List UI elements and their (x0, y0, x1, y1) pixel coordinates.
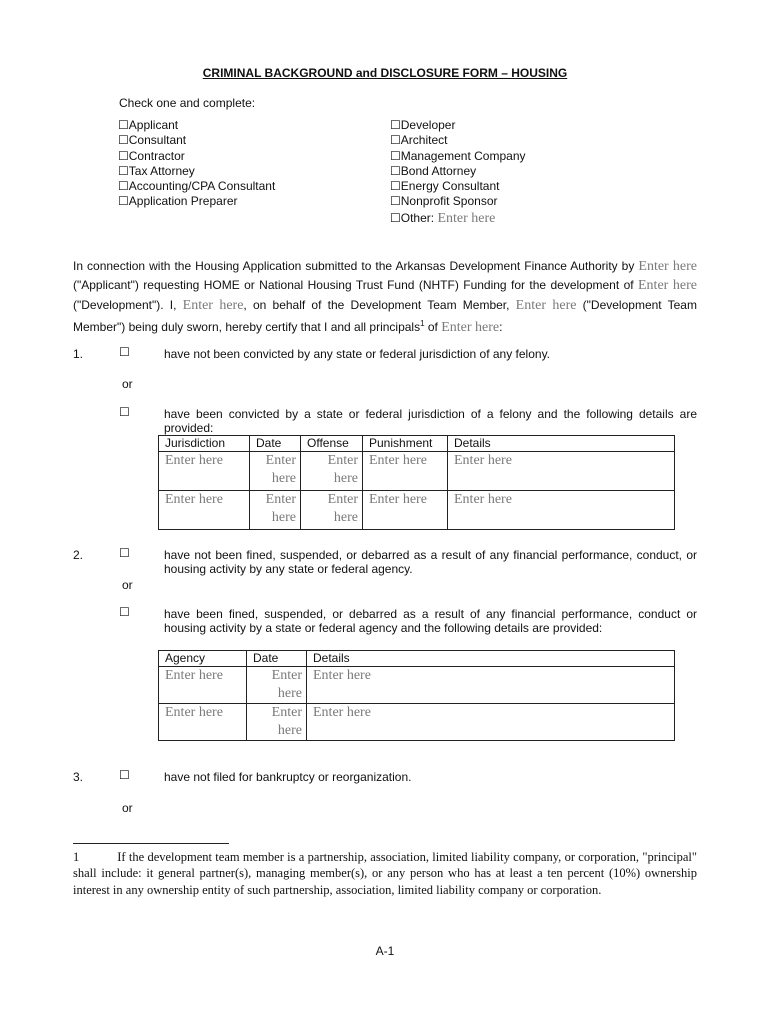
role-label: Energy Consultant (400, 179, 500, 194)
column-header: Date (247, 651, 307, 667)
column-header: Details (307, 651, 675, 667)
role-label: Tax Attorney (128, 163, 195, 178)
role-option[interactable] (390, 179, 526, 194)
footnote-text: If the development team member is a partnership, association, limited liability company, or corporation, "principal" shall include: it general partner(s), managing member(s), or any person who has at least a ten percent (10%) ownership interest in any ownership entity of such partnership, association, limited liability company or corporation. (73, 850, 697, 897)
jurisdiction-input[interactable]: Enter here (159, 452, 250, 491)
role-option[interactable] (118, 194, 275, 209)
role-option[interactable] (118, 164, 275, 179)
development-name-input[interactable]: Enter here (638, 278, 697, 294)
role-label: Nonprofit Sponsor (400, 194, 498, 209)
principal-entity-input[interactable]: Enter here (441, 320, 500, 336)
item-number: 3. (73, 770, 84, 784)
footnote-divider (73, 843, 229, 844)
checkbox[interactable]: ☐ (118, 194, 129, 209)
checkbox[interactable]: ☐ (390, 194, 401, 209)
role-option[interactable] (390, 149, 526, 164)
offense-input[interactable]: Enter here (301, 452, 363, 491)
role-option[interactable] (118, 179, 275, 194)
column-header: Jurisdiction (159, 436, 250, 452)
checkbox[interactable]: ☐ (118, 179, 129, 194)
or-label: or (122, 377, 133, 391)
checkbox[interactable]: ☐ (118, 118, 129, 132)
offense-input[interactable]: Enter here (301, 491, 363, 530)
footnote-number: 1 (73, 850, 80, 864)
punishment-input[interactable]: Enter here (363, 491, 448, 530)
table-row (159, 491, 675, 530)
item2-option-a-checkbox[interactable]: ☐ (119, 546, 130, 560)
item2-option-b-text: have been fined, suspended, or debarred as a result of any financial performance, conduct or housing activity by a state or federal agency and the following details are provided: (164, 607, 697, 635)
item3-option-a-checkbox[interactable]: ☐ (119, 768, 130, 782)
checkbox[interactable]: ☐ (118, 163, 129, 178)
details-input[interactable]: Enter here (307, 704, 675, 741)
table-row (159, 667, 675, 704)
footnote (73, 849, 697, 898)
role-label: Developer (400, 118, 456, 132)
checkbox[interactable]: ☐ (390, 210, 401, 225)
item3-option-a-text: have not filed for bankruptcy or reorganization. (164, 770, 412, 784)
role-option[interactable] (390, 133, 526, 148)
table-row (159, 704, 675, 741)
role-label: Consultant (128, 133, 187, 148)
role-option[interactable] (390, 164, 526, 179)
details-input[interactable]: Enter here (448, 452, 675, 491)
sanction-details-table (158, 650, 675, 741)
footnote-ref: 1 (420, 319, 425, 329)
item2-option-a-text: have not been fined, suspended, or debarred as a result of any financial performance, conduct, or housing activity by any state or federal agency. (164, 548, 697, 576)
role-option[interactable] (118, 149, 275, 164)
column-header: Offense (301, 436, 363, 452)
agency-input[interactable]: Enter here (159, 704, 247, 741)
checkbox[interactable]: ☐ (118, 148, 129, 163)
or-label: or (122, 578, 133, 592)
role-label: Accounting/CPA Consultant (128, 179, 276, 194)
page-title: CRIMINAL BACKGROUND and DISCLOSURE FORM – HOUSING (202, 66, 568, 80)
column-header: Details (448, 436, 675, 452)
table-header-row (159, 651, 675, 667)
item1-option-a-text: have not been convicted by any state or federal jurisdiction of any felony. (164, 347, 551, 361)
column-header: Agency (159, 651, 247, 667)
table-row (159, 452, 675, 491)
other-input[interactable]: Enter here (437, 210, 496, 226)
item-number: 1. (73, 347, 84, 361)
or-label: or (122, 801, 133, 815)
role-label: Contractor (128, 148, 185, 163)
role-option[interactable] (390, 118, 526, 133)
details-input[interactable]: Enter here (448, 491, 675, 530)
checkbox[interactable]: ☐ (390, 133, 401, 148)
signer-name-input[interactable]: Enter here (182, 297, 244, 313)
role-label: Management Company (400, 148, 526, 163)
applicant-name-input[interactable]: Enter here (638, 259, 697, 274)
date-input[interactable]: Enter here (247, 704, 307, 741)
other-label: Other: (400, 210, 435, 225)
item1-option-a-checkbox[interactable]: ☐ (119, 345, 130, 359)
role-label: Applicant (128, 118, 179, 132)
checkbox[interactable]: ☐ (118, 133, 129, 148)
role-option[interactable] (390, 194, 526, 209)
details-input[interactable]: Enter here (307, 667, 675, 704)
role-label: Bond Attorney (400, 163, 477, 178)
role-option[interactable] (118, 133, 275, 148)
intro-paragraph: In connection with the Housing Application submitted to the Arkansas Development Finance Authority by Enter here ("Applicant") requesting HOME or National Housing Trust Fund (NHTF) Funding for the development of Enter here ("Development"). I, Enter here, on behalf of the Development Team Member, Enter here ("Development Team Member") being duly sworn, hereby certify that I and all principals$^1$ of Enter here: (73, 259, 697, 336)
checkbox[interactable]: ☐ (390, 148, 401, 163)
team-member-name-input[interactable]: Enter here (515, 297, 577, 313)
item2-option-b-checkbox[interactable]: ☐ (119, 605, 130, 619)
date-input[interactable]: Enter here (250, 452, 301, 491)
page-number: A-1 (375, 944, 395, 958)
item-number: 2. (73, 548, 84, 562)
felony-details-table (158, 435, 675, 530)
role-label: Architect (400, 133, 448, 148)
role-list-left (118, 118, 275, 210)
date-input[interactable]: Enter here (250, 491, 301, 530)
role-option[interactable] (118, 118, 275, 133)
instruction-text: Check one and complete: (119, 96, 256, 110)
jurisdiction-input[interactable]: Enter here (159, 491, 250, 530)
table-header-row (159, 436, 675, 452)
column-header: Punishment (363, 436, 448, 452)
date-input[interactable]: Enter here (247, 667, 307, 704)
agency-input[interactable]: Enter here (159, 667, 247, 704)
role-list-right (390, 118, 526, 226)
role-label: Application Preparer (128, 194, 238, 209)
item1-option-b-text: have been convicted by a state or federal jurisdiction of a felony and the following details are provided: (164, 407, 697, 435)
role-option-other[interactable] (390, 211, 526, 226)
item1-option-b-checkbox[interactable]: ☐ (119, 405, 130, 419)
column-header: Date (250, 436, 301, 452)
checkbox[interactable]: ☐ (390, 179, 401, 194)
punishment-input[interactable]: Enter here (363, 452, 448, 491)
checkbox[interactable]: ☐ (390, 163, 401, 178)
checkbox[interactable]: ☐ (390, 118, 401, 132)
